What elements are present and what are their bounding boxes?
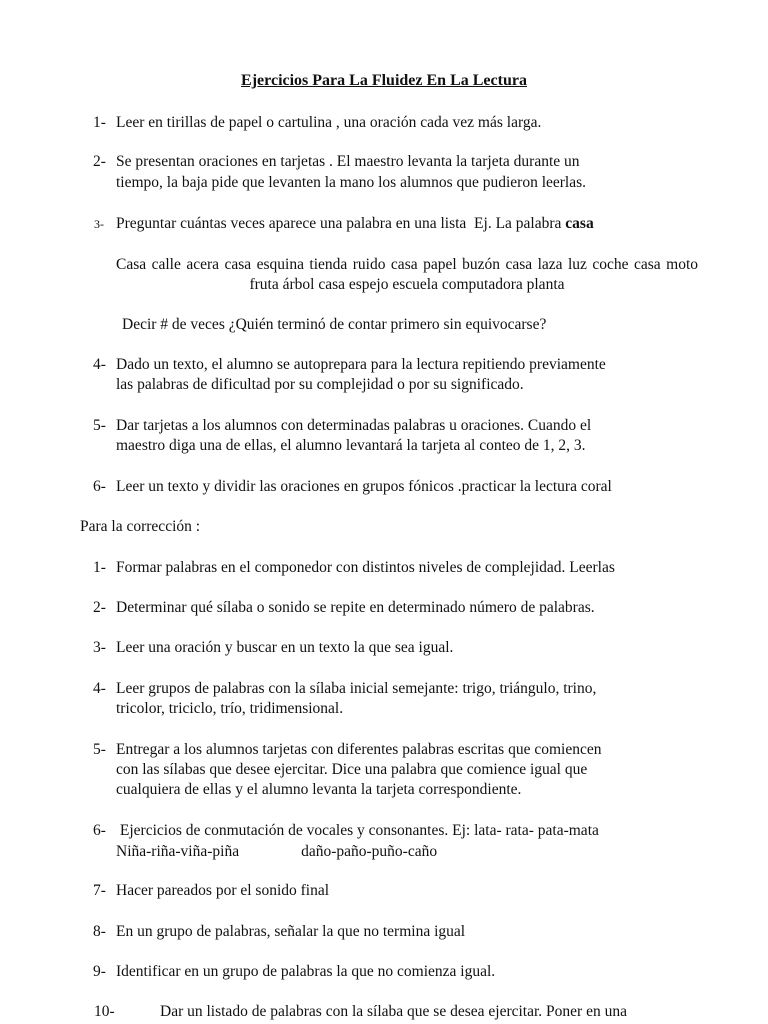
item-text-bold: casa — [565, 215, 594, 232]
item-text — [116, 842, 716, 862]
word-group-a: Niña-riña-viña-piña — [116, 843, 240, 860]
item-text: Dar un listado de palabras con la sílaba que se desea ejercitar. Poner en una — [160, 1003, 627, 1020]
item-text: Formar palabras en el componedor con distintos niveles de complejidad. Leerlas — [116, 559, 615, 576]
item-text: En un grupo de palabras, señalar la que no termina igual — [116, 923, 466, 940]
item-number: 4- — [93, 680, 106, 697]
item-number: 4- — [93, 356, 106, 373]
item-text-main: Preguntar cuántas veces aparece una palabra en una lista Ej. La palabra — [116, 215, 566, 232]
item-text: Hacer pareados por el sonido final — [116, 882, 330, 899]
item-text: Entregar a los alumnos tarjetas con diferentes palabras escritas que comiencen — [116, 741, 602, 758]
item-number: 6- — [93, 478, 106, 495]
item-text: tricolor, triciclo, trío, tridimensional. — [116, 700, 344, 717]
item-text: Identificar en un grupo de palabras la que no comienza igual. — [116, 963, 496, 980]
item-number: 6- — [93, 822, 106, 839]
item-text: cualquiera de ellas y el alumno levanta la tarjeta correspondiente. — [116, 781, 522, 798]
item-text — [116, 214, 716, 234]
item-text: las palabras de dificultad por su complejidad o por su significado. — [116, 376, 524, 393]
item-number: 2- — [93, 153, 106, 170]
item-number: 3- — [93, 639, 106, 656]
item-number: 3- — [94, 217, 104, 231]
item-text: maestro diga una de ellas, el alumno levantará la tarjeta al conteo de 1, 2, 3. — [116, 437, 586, 454]
item-text: Leer en tirillas de papel o cartulina , una oración cada vez más larga. — [116, 114, 542, 131]
item-text: Se presentan oraciones en tarjetas . El maestro levanta la tarjeta durante un — [116, 153, 580, 170]
item-text: con las sílabas que desee ejercitar. Dice una palabra que comience igual que — [116, 761, 588, 778]
item-number: 9- — [93, 963, 106, 980]
item-number: 10- — [94, 1003, 115, 1020]
section-heading: Para la corrección : — [80, 518, 201, 535]
document-title: Ejercicios Para La Fluidez En La Lectura — [241, 72, 527, 89]
item-number: 5- — [93, 741, 106, 758]
item-number: 1- — [93, 559, 106, 576]
item-text: Leer una oración y buscar en un texto la que sea igual. — [116, 639, 454, 656]
word-list: Casa calle acera casa esquina tienda ruido casa papel buzón casa laza luz coche casa moto fruta árbol casa espejo escuela computadora planta — [116, 256, 698, 293]
item-text: Determinar qué sílaba o sonido se repite en determinado número de palabras. — [116, 599, 595, 616]
item-text: Ejercicios de conmutación de vocales y consonantes. Ej: lata- rata- pata-mata — [116, 822, 599, 839]
item-number: 8- — [93, 923, 106, 940]
item-text: Leer grupos de palabras con la sílaba inicial semejante: trigo, triángulo, trino, — [116, 680, 597, 697]
item-text: Dar tarjetas a los alumnos con determinadas palabras u oraciones. Cuando el — [116, 417, 592, 434]
item-text: Leer un texto y dividir las oraciones en grupos fónicos .practicar la lectura coral — [116, 478, 612, 495]
item-text: tiempo, la baja pide que levanten la mano los alumnos que pudieron leerlas. — [116, 174, 587, 191]
word-group-b: daño-paño-puño-caño — [301, 843, 438, 860]
item-number: 2- — [93, 599, 106, 616]
item-number: 1- — [93, 114, 106, 131]
count-instruction: Decir # de veces ¿Quién terminó de contar primero sin equivocarse? — [122, 316, 547, 333]
item-number: 7- — [93, 882, 106, 899]
item-text: Dado un texto, el alumno se autoprepara para la lectura repitiendo previamente — [116, 356, 606, 373]
item-number: 5- — [93, 417, 106, 434]
